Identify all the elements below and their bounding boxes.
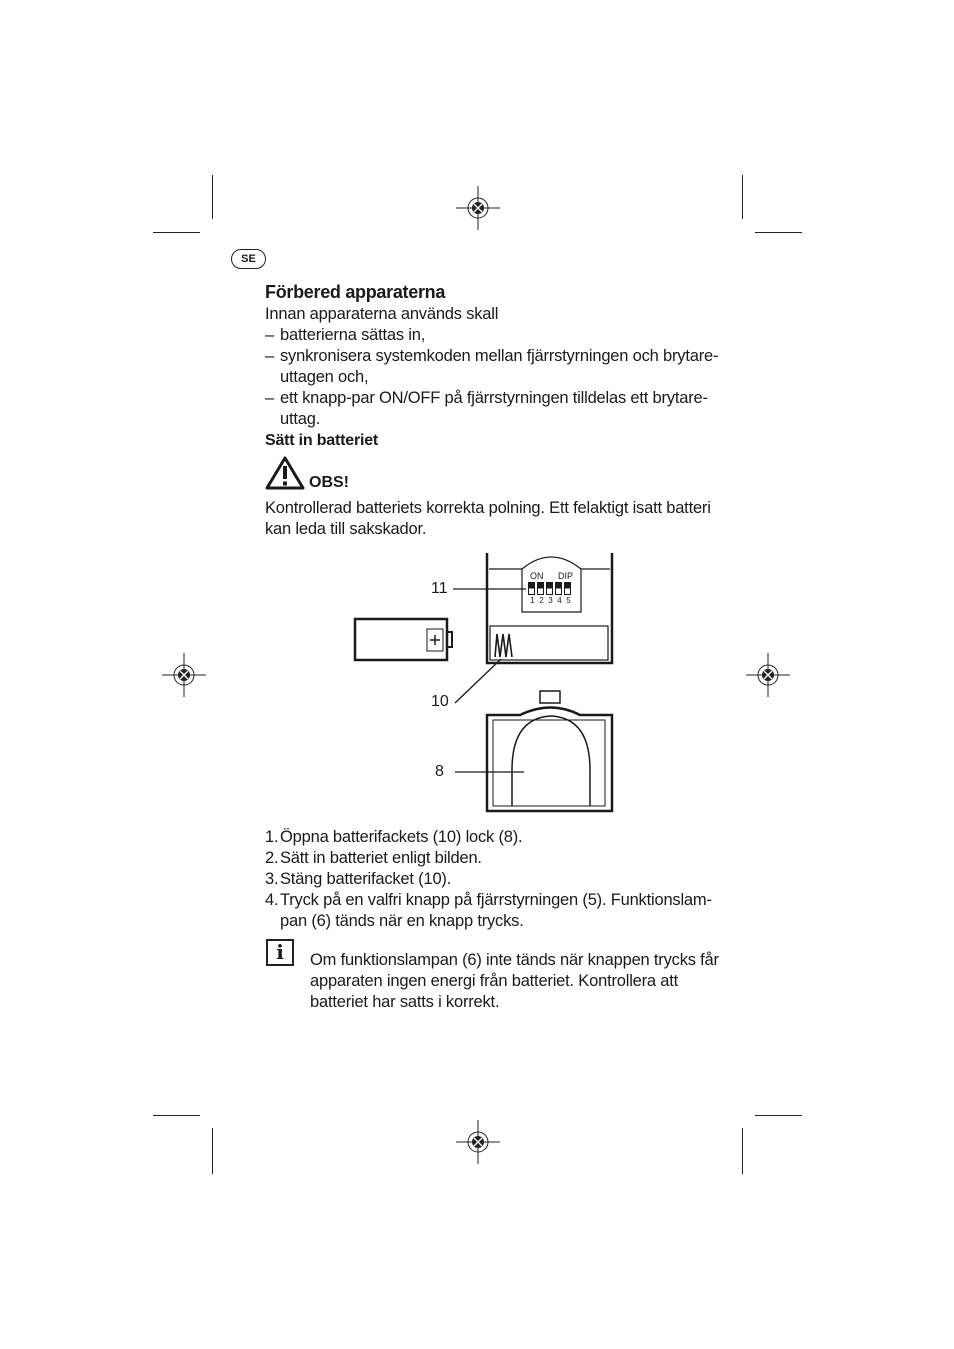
info-text: Om funktionslampan (6) inte tänds när knappen trycks får: [310, 951, 719, 969]
crop-mark: [755, 1115, 802, 1116]
warning-icon: [265, 456, 305, 490]
dip-number: 3: [548, 596, 553, 605]
crop-mark: [212, 1128, 213, 1174]
step-number: 2.: [265, 849, 279, 867]
dip-on-label: ON: [530, 571, 544, 581]
callout-8: 8: [435, 763, 444, 780]
bullet-text: uttagen och,: [280, 368, 369, 386]
warning-text: kan leda till sakskador.: [265, 520, 427, 538]
bullet-dash: –: [265, 347, 274, 365]
warning-text: Kontrollerad batteriets korrekta polning. Ett felaktigt isatt batteri: [265, 499, 711, 517]
crop-mark: [755, 232, 802, 233]
step-text: Stäng batterifacket (10).: [280, 870, 452, 888]
bullet-text: synkronisera systemkoden mellan fjärrstyrningen och brytare-: [280, 347, 719, 365]
dip-switch-1[interactable]: [528, 582, 535, 595]
bullet-text: uttag.: [280, 410, 321, 428]
intro-text: Innan apparaterna används skall: [265, 305, 499, 323]
dip-numbers: [529, 597, 575, 605]
battery-compartment-illustration: [340, 548, 630, 818]
section-title: Förbered apparaterna: [265, 282, 446, 302]
language-badge: SE: [231, 249, 266, 269]
registration-mark-bottom: [455, 1119, 501, 1165]
crop-mark: [212, 175, 213, 219]
info-icon: i: [266, 939, 294, 966]
warning-label: OBS!: [309, 474, 349, 491]
dip-number: 2: [539, 596, 544, 605]
bullet-dash: –: [265, 389, 274, 407]
bullet-text: batterierna sättas in,: [280, 326, 426, 344]
step-number: 1.: [265, 828, 279, 846]
dip-switch-4[interactable]: [555, 582, 562, 595]
crop-mark: [742, 175, 743, 219]
registration-mark-left: [161, 652, 207, 698]
battery-heading: Sätt in batteriet: [265, 432, 379, 449]
step-text: Tryck på en valfri knapp på fjärrstyrningen (5). Funktionslam-: [280, 891, 712, 909]
registration-mark-right: [745, 652, 791, 698]
bullet-text: ett knapp-par ON/OFF på fjärrstyrningen tilldelas ett brytare-: [280, 389, 708, 407]
info-text: apparaten ingen energi från batteriet. Kontrollera att: [310, 972, 679, 990]
crop-mark: [742, 1128, 743, 1174]
callout-10: 10: [431, 693, 449, 710]
crop-mark: [153, 1115, 200, 1116]
registration-mark-top: [455, 185, 501, 231]
dip-switch-3[interactable]: [546, 582, 553, 595]
crop-mark: [153, 232, 200, 233]
callout-11: 11: [431, 580, 448, 597]
step-text: pan (6) tänds när en knapp trycks.: [280, 912, 524, 930]
dip-switch-2[interactable]: [537, 582, 544, 595]
step-text: Sätt in batteriet enligt bilden.: [280, 849, 482, 867]
step-text: Öppna batterifackets (10) lock (8).: [280, 828, 523, 846]
step-number: 4.: [265, 891, 279, 909]
dip-switch-5[interactable]: [564, 582, 571, 595]
dip-number: 1: [530, 596, 535, 605]
step-number: 3.: [265, 870, 279, 888]
dip-switch-bank[interactable]: [528, 582, 574, 595]
dip-number: 5: [566, 596, 571, 605]
dip-number: 4: [557, 596, 562, 605]
info-text: batteriet har satts i korrekt.: [310, 993, 500, 1011]
bullet-dash: –: [265, 326, 274, 344]
dip-label: DIP: [558, 571, 574, 581]
